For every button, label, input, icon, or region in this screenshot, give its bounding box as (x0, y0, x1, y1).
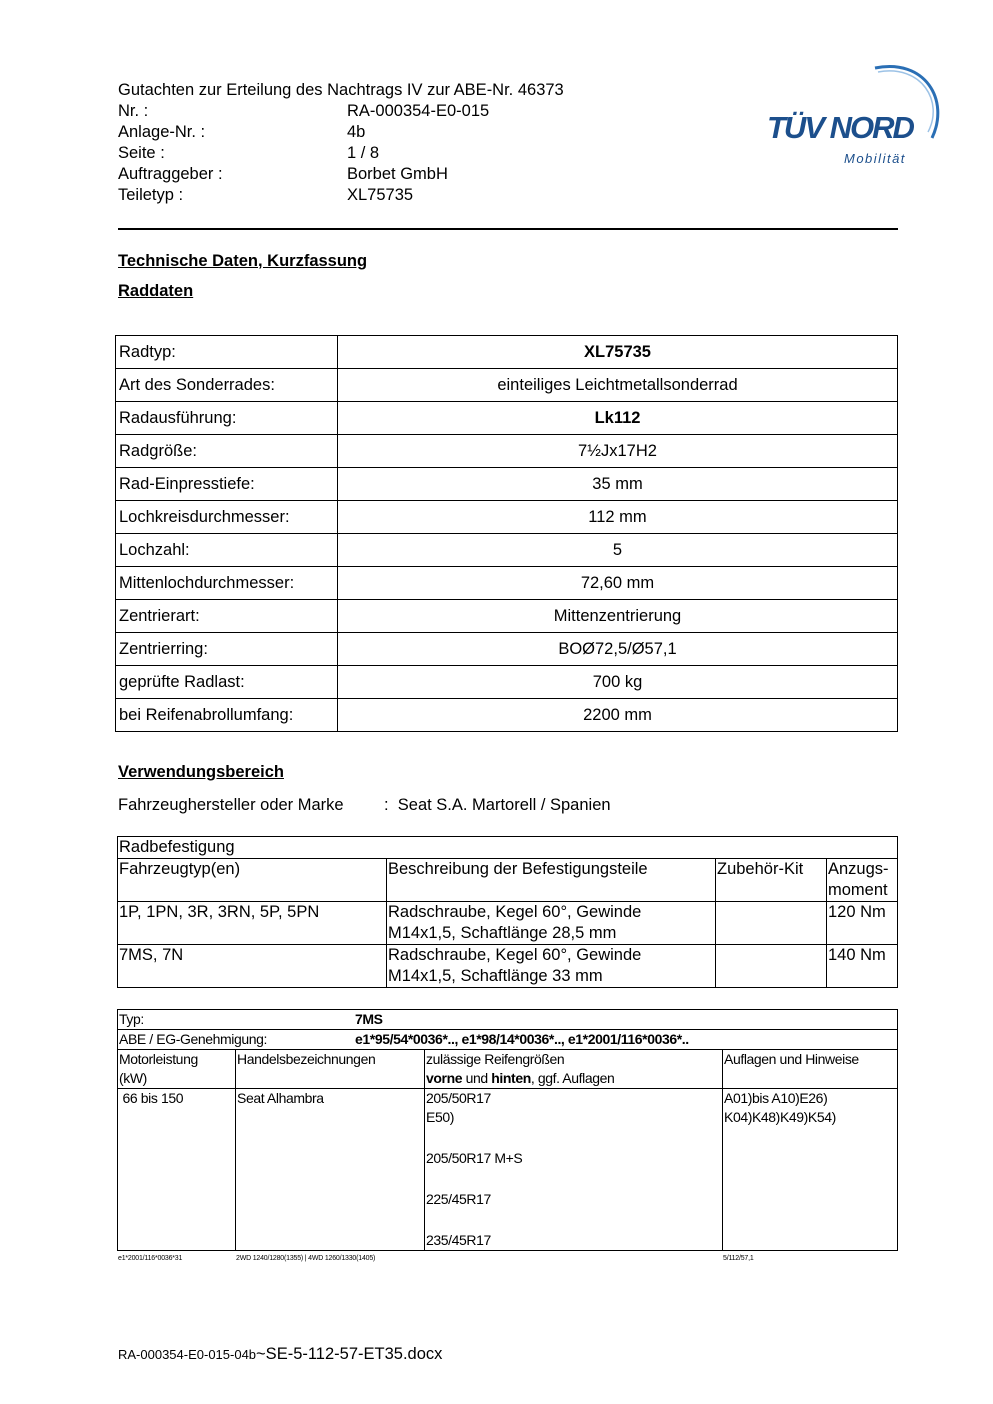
header-value: XL75735 (347, 186, 414, 204)
row-value: XL75735 (338, 336, 898, 369)
row-label: Lochkreisdurchmesser: (116, 501, 338, 534)
header-divider (118, 228, 898, 230)
header-label: Anlage-Nr. : (118, 123, 206, 141)
typ-table (117, 1009, 898, 1251)
header-line: zulässige Reifengrößen (426, 1051, 565, 1067)
cell-kit (716, 945, 827, 988)
header-label: Seite : (118, 144, 165, 162)
motor-value: 66 bis 150 (122, 1090, 184, 1106)
row-value: 5 (338, 534, 898, 567)
table-row (116, 369, 898, 402)
typ-cell (118, 1010, 898, 1030)
table-header-row (118, 859, 898, 902)
header-text: , ggf. Auflagen (530, 1070, 615, 1086)
table-row (118, 837, 898, 859)
header-line: (kW) (119, 1070, 147, 1086)
fahrzeughersteller-line (118, 796, 611, 815)
header-row-nr (118, 101, 564, 122)
typ-value: 7MS (355, 1011, 383, 1027)
row-value: 112 mm (338, 501, 898, 534)
cell-moment: 140 Nm (827, 945, 898, 988)
section-title-verwendungsbereich: Verwendungsbereich (118, 763, 284, 781)
raddaten-table (115, 335, 898, 732)
table-row (118, 1089, 898, 1251)
footer-prefix: RA-000354-E0-015-04b (118, 1347, 257, 1362)
header-row-auftraggeber (118, 164, 564, 185)
table-row (118, 1030, 898, 1050)
table-row (116, 468, 898, 501)
table-row (116, 402, 898, 435)
table-row (116, 501, 898, 534)
tiny-note-gewicht: 2WD 1240/1280(1355) | 4WD 1260/1330(1405) (236, 1255, 376, 1262)
cell-typ: 7MS, 7N (118, 945, 387, 988)
row-value: BOØ72,5/Ø57,1 (338, 633, 898, 666)
row-label: Mittenlochdurchmesser: (116, 567, 338, 600)
tire-size: 205/50R17 (426, 1090, 491, 1106)
cell-auflagen (723, 1089, 898, 1251)
row-value: Lk112 (338, 402, 898, 435)
tiny-note-genehmigung: e1*2001/116*0036*31 (118, 1255, 183, 1262)
cell-reifen (425, 1089, 723, 1251)
row-label: Lochzahl: (116, 534, 338, 567)
table-row (118, 902, 898, 945)
table-row (116, 435, 898, 468)
row-label: Art des Sonderrades: (116, 369, 338, 402)
table-row (116, 336, 898, 369)
logo-name: TÜV NORD (767, 110, 913, 145)
header-row-seite (118, 143, 564, 164)
header-bold: hinten (491, 1070, 531, 1086)
header-label: Nr. : (118, 102, 149, 120)
table-row (116, 534, 898, 567)
auflagen-line: K04)K48)K49)K54) (724, 1109, 836, 1125)
table-row (118, 945, 898, 988)
col-header-anzugsmoment (827, 859, 898, 902)
row-value: 72,60 mm (338, 567, 898, 600)
cell-desc (387, 945, 716, 988)
col-header-auflagen: Auflagen und Hinweise (723, 1050, 898, 1089)
footer-suffix: ~SE-5-112-57-ET35.docx (256, 1345, 443, 1363)
col-header: Zubehör-Kit (716, 859, 827, 902)
row-label: Radausführung: (116, 402, 338, 435)
col-header-motor (118, 1050, 236, 1089)
row-label: Rad-Einpresstiefe: (116, 468, 338, 501)
radbefestigung-table (117, 836, 898, 988)
cell-typ: 1P, 1PN, 3R, 3RN, 5P, 5PN (118, 902, 387, 945)
header-value: 1 / 8 (347, 144, 380, 162)
col-header: Fahrzeugtyp(en) (118, 859, 387, 902)
footer-filename (118, 1345, 442, 1364)
table-row (118, 1010, 898, 1030)
cell-handel: Seat Alhambra (236, 1089, 425, 1251)
abe-value: e1*95/54*0036*.., e1*98/14*0036*.., e1*2001/116*0036*.. (355, 1031, 689, 1047)
tire-size: 205/50R17 M+S (426, 1150, 523, 1166)
col-header-handel: Handelsbezeichnungen (236, 1050, 425, 1089)
abe-label: ABE / EG-Genehmigung: (119, 1031, 268, 1047)
tiny-note-lochkreis: 5/112/57,1 (723, 1255, 754, 1262)
tire-size: 225/45R17 (426, 1191, 491, 1207)
header-value: 4b (347, 123, 366, 141)
row-label: bei Reifenabrollumfang: (116, 699, 338, 732)
row-label: Zentrierart: (116, 600, 338, 633)
col-header: Beschreibung der Befestigungsteile (387, 859, 716, 902)
table-row (116, 600, 898, 633)
radbefestigung-title: Radbefestigung (118, 837, 898, 859)
table-row (116, 633, 898, 666)
tuv-nord-logo (760, 60, 950, 170)
header-line: Motorleistung (119, 1051, 198, 1067)
row-label: geprüfte Radlast: (116, 666, 338, 699)
section-title-technische-daten: Technische Daten, Kurzfassung (118, 252, 368, 270)
abe-cell (118, 1030, 898, 1050)
header-line (426, 1069, 721, 1088)
fahrzeughersteller-value: Seat S.A. Martorell / Spanien (397, 796, 611, 814)
logo-subtitle: Mobilität (844, 151, 906, 166)
row-value: 2200 mm (338, 699, 898, 732)
row-label: Radtyp: (116, 336, 338, 369)
row-value: einteiliges Leichtmetallsonderrad (338, 369, 898, 402)
row-label: Radgröße: (116, 435, 338, 468)
header-label: Auftraggeber : (118, 165, 223, 183)
cell-desc (387, 902, 716, 945)
header-value: Borbet GmbH (347, 165, 448, 183)
desc-line: Radschraube, Kegel 60°, Gewinde (388, 903, 642, 921)
desc-line: M14x1,5, Schaftlänge 28,5 mm (388, 924, 617, 942)
row-value: 7½Jx17H2 (338, 435, 898, 468)
fahrzeughersteller-sep: : (384, 796, 389, 814)
cell-motor (118, 1089, 236, 1251)
header-label: Teiletyp : (118, 186, 184, 204)
row-value: 700 kg (338, 666, 898, 699)
document-title: Gutachten zur Erteilung des Nachtrags IV zur ABE-Nr. 46373 (118, 81, 564, 99)
header-row-teiletyp (118, 185, 564, 206)
table-header-row (118, 1050, 898, 1089)
desc-line: Radschraube, Kegel 60°, Gewinde (388, 946, 642, 964)
cell-moment: 120 Nm (827, 902, 898, 945)
table-row (116, 567, 898, 600)
document-header (118, 80, 564, 206)
tire-size: 235/45R17 (426, 1232, 491, 1248)
tire-note: E50) (426, 1109, 454, 1125)
col-header-line: Anzugs- (828, 860, 889, 878)
fahrzeughersteller-label: Fahrzeughersteller oder Marke (118, 796, 344, 814)
header-value: RA-000354-E0-015 (347, 102, 490, 120)
auflagen-line: A01)bis A10)E26) (724, 1090, 828, 1106)
cell-kit (716, 902, 827, 945)
desc-line: M14x1,5, Schaftlänge 33 mm (388, 967, 603, 985)
row-label: Zentrierring: (116, 633, 338, 666)
col-header-line: moment (828, 881, 888, 899)
typ-label: Typ: (119, 1011, 144, 1027)
table-row (116, 699, 898, 732)
table-row (116, 666, 898, 699)
row-value: 35 mm (338, 468, 898, 501)
row-value: Mittenzentrierung (338, 600, 898, 633)
col-header-reifen (425, 1050, 723, 1089)
section-title-raddaten: Raddaten (118, 282, 194, 300)
header-text: und (462, 1070, 492, 1086)
header-bold: vorne (426, 1070, 463, 1086)
header-row-anlage (118, 122, 564, 143)
